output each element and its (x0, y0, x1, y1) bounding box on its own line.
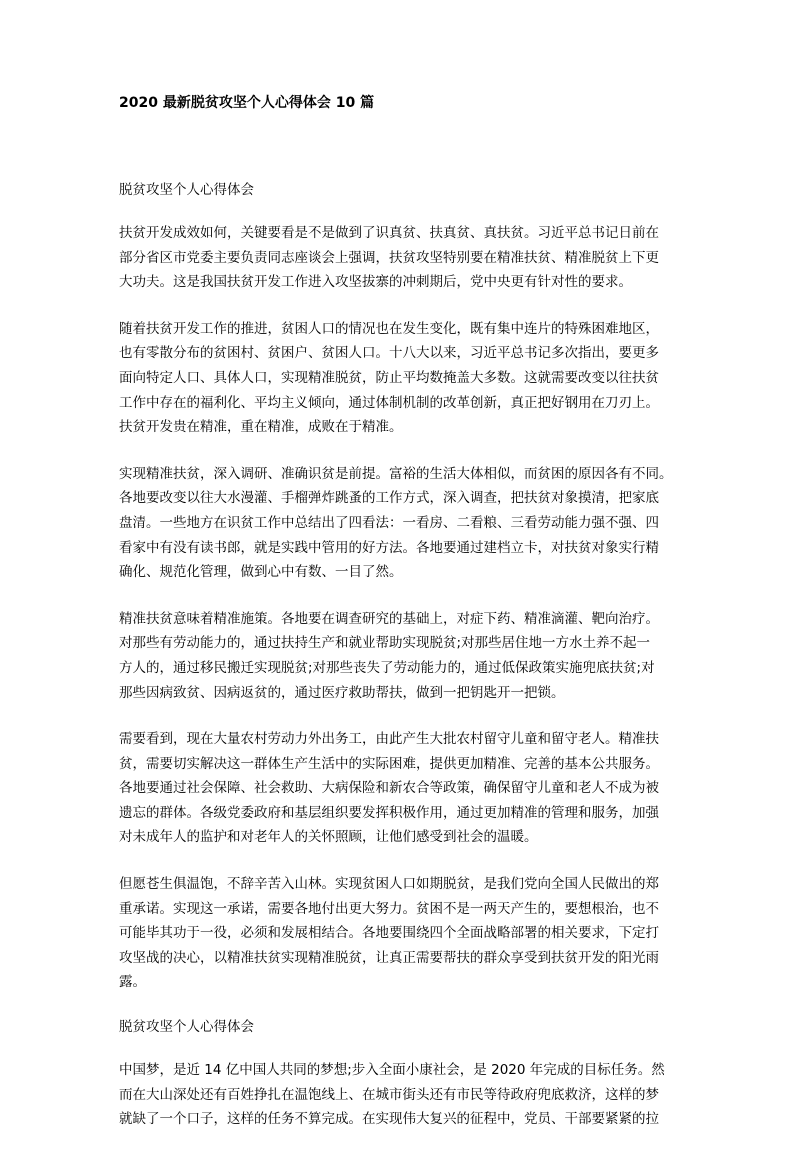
paragraph (119, 1058, 679, 1132)
text-line: 随着扶贫开发工作的推进，贫困人口的情况也在发生变化，既有集中连片的特殊困难地区， (119, 320, 659, 337)
text-line: 露。 (119, 974, 146, 991)
text-line: 遗忘的群体。各级党委政府和基层组织要发挥积极作用，通过更加精准的管理和服务，加强 (119, 804, 659, 821)
text-line: 确化、规范化管理，做到心中有数、一目了然。 (119, 564, 403, 581)
text-line: 但愿苍生俱温饱，不辞辛苦入山林。实现贫困人口如期脱贫，是我们党向全国人民做出的郑 (119, 876, 659, 893)
text-line: 盘清。一些地方在识贫工作中总结出了四看法：一看房、二看粮、三看劳动能力强不强、四 (119, 514, 659, 531)
text-line: 大功夫。这是我国扶贫开发工作进入攻坚拔寨的冲刺期后，党中央更有针对性的要求。 (119, 274, 632, 291)
text-line: 扶贫开发贵在精准，重在精准，成败在于精准。 (119, 419, 403, 436)
paragraph (119, 462, 679, 585)
text-line: 精准扶贫意味着精准施策。各地要在调查研究的基础上，对症下药、精准滴灌、靶向治疗。 (119, 610, 659, 627)
paragraph (119, 607, 679, 705)
text-line: 中国梦，是近 14 亿中国人共同的梦想;步入全面小康社会，是 2020 年完成的目标任务。然 (119, 1062, 665, 1079)
text-line: 重承诺。实现这一承诺，需要各地付出更大努力。贫困不是一两天产生的，要想根治，也不 (119, 900, 659, 917)
text-line: 方人的，通过移民搬迁实现脱贫;对那些丧失了劳动能力的，通过低保政策实施兜底扶贫;对 (119, 659, 655, 676)
text-line: 可能毕其功于一役，必须和发展相结合。各地要围绕四个全面战略部署的相关要求，下定打 (119, 925, 659, 942)
text-line: 面向特定人口、具体人口，实现精准脱贫，防止平均数掩盖大多数。这就需要改变以往扶贫 (119, 369, 659, 386)
text-line: 看家中有没有读书郎，就是实践中管用的好方法。各地要通过建档立卡，对扶贫对象实行精 (119, 539, 659, 556)
text-line: 部分省区市党委主要负责同志座谈会上强调，扶贫攻坚特别要在精准扶贫、精准脱贫上下更 (119, 249, 659, 266)
text-line: 工作中存在的福利化、平均主义倾向，通过体制机制的改革创新，真正把好钢用在刀刃上。 (119, 394, 659, 411)
document-body (119, 180, 679, 1154)
text-line: 攻坚战的决心，以精准扶贫实现精准脱贫，让真正需要帮扶的群众享受到扶贫开发的阳光雨 (119, 949, 659, 966)
text-line: 对那些有劳动能力的，通过扶持生产和就业帮助实现脱贫;对那些居住地一方水土养不起一 (119, 635, 651, 652)
text-line: 各地要通过社会保障、社会救助、大病保险和新农合等政策，确保留守儿童和老人不成为被 (119, 780, 659, 797)
paragraph (119, 727, 679, 850)
paragraph (119, 317, 679, 440)
text-line: 而在大山深处还有百姓挣扎在温饱线上、在城市街头还有市民等待政府兜底救济，这样的梦 (119, 1086, 659, 1103)
text-line: 扶贫开发成效如何，关键要看是不是做到了识真贫、扶真贫、真扶贫。习近平总书记日前在 (119, 225, 659, 241)
text-line: 那些因病致贫、因病返贫的，通过医疗救助帮扶，做到一把钥匙开一把锁。 (119, 684, 565, 701)
document-title: 2020 最新脱贫攻坚个人心得体会 10 篇 (119, 95, 375, 111)
section-heading: 脱贫攻坚个人心得体会 (119, 1019, 254, 1036)
section-heading: 脱贫攻坚个人心得体会 (119, 182, 254, 198)
text-line: 实现精准扶贫，深入调研、准确识贫是前提。富裕的生活大体相似，而贫困的原因各有不同。 (119, 465, 673, 482)
text-line: 就缺了一个口子，这样的任务不算完成。在实现伟大复兴的征程中，党员、干部要紧紧的拉 (119, 1111, 659, 1128)
text-line: 各地要改变以往大水漫灌、手榴弹炸跳蚤的工作方式，深入调查，把扶贫对象摸清，把家底 (119, 490, 659, 507)
paragraph (119, 872, 679, 995)
paragraph (119, 221, 679, 295)
text-line: 贫，需要切实解决这一群体生产生活中的实际困难，提供更加精准、完善的基本公共服务。 (119, 755, 659, 772)
text-line: 对未成年人的监护和对老年人的关怀照顾，让他们感受到社会的温暖。 (119, 829, 538, 846)
text-line: 也有零散分布的贫困村、贫困户、贫困人口。十八大以来，习近平总书记多次指出，要更多 (119, 345, 659, 362)
text-line: 需要看到，现在大量农村劳动力外出务工，由此产生大批农村留守儿童和留守老人。精准扶 (119, 731, 659, 748)
